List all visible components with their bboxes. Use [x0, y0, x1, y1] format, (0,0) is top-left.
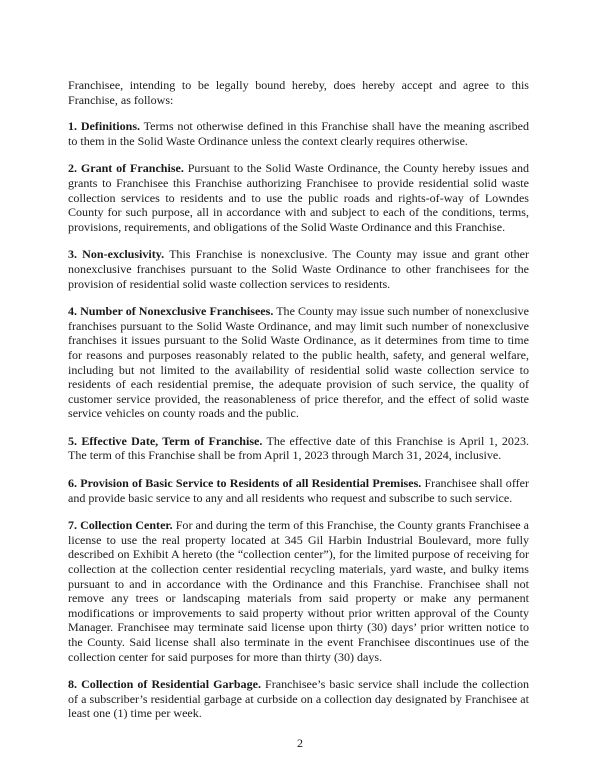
section-body: Terms not otherwise defined in this Franchise shall have the meaning ascribed to them in the Solid Waste Ordinance unless the context clearly requires otherwise.: [68, 119, 529, 148]
section-heading: 6. Provision of Basic Service to Residents of all Residential Premises.: [68, 476, 422, 491]
section-heading: 5. Effective Date, Term of Franchise.: [68, 433, 263, 448]
page-number: 2: [296, 736, 304, 750]
section-heading: 1. Definitions.: [68, 119, 141, 134]
section-number-of-franchisees: [68, 304, 529, 421]
section-heading: 4. Number of Nonexclusive Franchisees.: [68, 304, 274, 319]
section-heading: 3. Non-exclusivity.: [68, 247, 165, 262]
section-non-exclusivity: [68, 247, 529, 291]
section-body: For and during the term of this Franchise, the County grants Franchisee a license to use the real property located at 345 Gil Harbin Industrial Boulevard, more fully described on Exhibit A hereto (the “collection center”), for the limited purpose of receiving for collection at the collection center residential recycling materials, yard waste, and bulky items pursuant to and in accordance with the Ordinance and this Franchise. Franchisee shall not remove any trees or landscaping materials from said property or make any permanent modifications or improvements to said property without prior written approval of the County Manager. Franchisee may terminate said license upon thirty (30) days’ prior written notice to the County. Said license shall also terminate in the event Franchisee discontinues use of the collection center for said purposes for more than thirty (30) days.: [68, 518, 529, 664]
section-residential-garbage: [68, 677, 529, 721]
section-body: Pursuant to the Solid Waste Ordinance, the County hereby issues and grants to Franchisee this Franchise authorizing Franchisee to provide residential solid waste collection services to residents and to use the public roads and rights-of-way of Lowndes County for such purpose, all in accordance with and subject to each of the conditions, terms, provisions, requirements, and obligations of the Solid Waste Ordinance and this Franchise.: [68, 161, 529, 234]
section-body: The effective date of this Franchise is April 1, 2023. The term of this Franchise shall be from April 1, 2023 through March 31, 2024, inclusive.: [68, 433, 530, 463]
section-collection-center: [68, 518, 529, 664]
section-body: This Franchise is nonexclusive. The County may issue and grant other nonexclusive franchises pursuant to the Solid Waste Ordinance to other franchisees for the provision of residential solid waste collection services to residents.: [68, 247, 529, 291]
section-grant-of-franchise: [68, 161, 529, 234]
section-effective-date: [68, 434, 529, 463]
section-body: The County may issue such number of nonexclusive franchises pursuant to the Solid Waste Ordinance, and may limit such number of nonexclusive franchises it issues pursuant to the Solid Waste Ordinance, as it determines from time to time for reasons and purposes reasonably related to the public health, safety, and general welfare, including but not limited to the availability of residential solid waste collection service to residents of each residential premise, the adequate provision of such service, the quality of customer service provided, the reasonableness of price therefor, and the effect of solid waste service vehicles on county roads and the public.: [68, 304, 529, 421]
section-heading: 7. Collection Center.: [68, 518, 173, 533]
section-body: Franchisee’s basic service shall include the collection of a subscriber’s residential garbage at curbside on a collection day designated by Franchisee at least one (1) time per week.: [68, 677, 529, 721]
section-definitions: [68, 119, 529, 148]
intro-paragraph: Franchisee, intending to be legally bound hereby, does hereby accept and agree to this Franchise, as follows:: [68, 78, 529, 107]
section-basic-service: [68, 476, 529, 505]
section-heading: 8. Collection of Residential Garbage.: [68, 677, 261, 692]
section-body: Franchisee shall offer and provide basic service to any and all residents who request and subscribe to such service.: [68, 476, 529, 505]
section-heading: 2. Grant of Franchise.: [68, 161, 184, 176]
